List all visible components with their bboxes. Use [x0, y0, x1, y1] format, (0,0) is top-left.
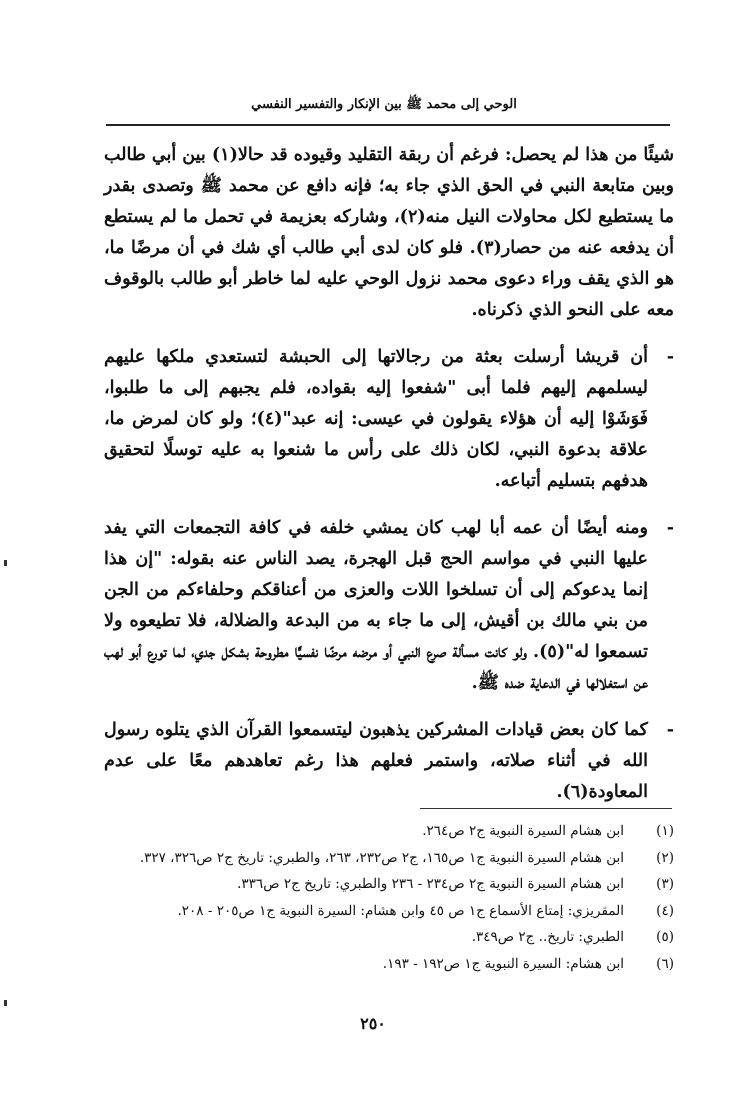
- scan-mark: [4, 1000, 7, 1006]
- footnote-6: [104, 951, 674, 978]
- footnote-text: الطبري: تاريخ.. ج٢ ص٣٤٩.: [471, 929, 624, 945]
- bullet-text-3: كما كان بعض قيادات المشركين يذهبون ليتسمعوا القرآن الذي يتلوه رسول الله في أثناء صلاته، واستمر فعلهم هذا رغم تعاهدهم معًا على عدم المعاودة(٦).: [104, 720, 648, 802]
- bullet-item-3: [104, 715, 674, 808]
- body-text: [104, 140, 674, 808]
- footnote-rule: [420, 808, 672, 809]
- footnote-text: ابن هشام السيرة النبوية ج١ ص١٦٥، ج٢ ص٢٣٢، ٢٦٣، والطبري: تاريخ ج٢ ص٣٢٦، ٣٢٧.: [139, 849, 624, 866]
- bullet-marker: -: [666, 347, 674, 367]
- footnotes: [104, 818, 674, 977]
- page-number: ٢٥٠: [360, 1014, 386, 1033]
- paragraph-1: شيئًا من هذا لم يحصل: فرغم أن ربقة التقليد وقيوده قد حالا(١) بين أبي طالب وبين متابعة النبي في الحق الذي جاء به؛ فإنه دافع عن محمد ﷺ وتصدى بقدر ما يستطيع لكل محاولات النيل منه(٢)، وشاركه بعزيمة في تحمل ما لم يستطع أن يدفعه عنه من حصار(٣). فلو كان لدى أبي طالب أي شك في أن مرضًا ما، هو الذي يقف وراء دعوى محمد نزول الوحي عليه لما خاطر أبو طالب بالوقوف معه على النحو الذي ذكرناه.: [104, 145, 674, 320]
- footnote-2: [104, 845, 674, 872]
- header-rule: [106, 124, 670, 126]
- bullet-item-1: [104, 342, 674, 497]
- footnote-text: ابن هشام السيرة النبوية ج٢ ص٢٦٤.: [422, 823, 624, 839]
- footnote-number: (٥): [656, 929, 674, 945]
- footnote-text: ابن هشام السيرة النبوية ج٢ ص٢٣٤ - ٢٣٦ والطبري: تاريخ ج٢ ص٣٣٦.: [237, 876, 624, 892]
- footnote-number: (٣): [656, 876, 674, 892]
- bullet-marker: -: [666, 720, 674, 740]
- scan-mark: [4, 560, 7, 566]
- footnote-text: ابن هشام: السيرة النبوية ج١ ص١٩٢ - ١٩٣.: [382, 955, 624, 972]
- bullet-item-2: [104, 513, 674, 699]
- footnote-number: (٤): [656, 902, 674, 919]
- footnote-4: [104, 898, 674, 925]
- bullet-text-1: أن قريشا أرسلت بعثة من رجالاتها إلى الحبشة لتستعدي ملكها عليهم ليسلمهم إليهم فلما أبى "شفعوا إليه بقواده، فلم يجبهم إلى ما طلبوا، فَوَشَوْا إليه أن هؤلاء يقولون في عيسى: إنه عبد"(٤)؛ ولو كان لمرض ما، علاقة بدعوة النبي، لكان ذلك على رأس ما شنعوا به عليه توسلًا لتحقيق هدفهم بتسليم أتباعه.: [104, 347, 648, 491]
- footnote-5: [104, 924, 674, 951]
- footnote-3: [104, 871, 674, 898]
- bullet-marker: -: [666, 518, 674, 538]
- footnote-number: (١): [656, 823, 674, 839]
- footnote-number: (٦): [656, 955, 674, 972]
- running-head: الوحي إلى محمد ﷺ بين الإنكار والتفسير النفسي: [251, 97, 517, 112]
- footnote-number: (٢): [656, 849, 674, 866]
- bullet-text-2: ومنه أيضًا أن عمه أبا لهب كان يمشي خلفه في كافة التجمعات التي يفد عليها النبي في مواسم الحج قبل الهجرة، يصد الناس عنه بقوله: "إن هذا إنما يدعوكم إلى أن تسلخوا اللات والعزى من أعناقكم وحلفاءكم من الجن من بني مالك بن أقيش، إلى ما جاء به من البدعة والضلالة، فلا تطيعوه ولا تسمعوا له"(٥). ولو كانت مسألة صرع النبي أو مرضه مرضًا نفسيًّا مطروحة بشكل جدي، لما تورع أبو لهب عن استغلالها في الدعاية ضده ﷺ.: [104, 518, 648, 693]
- footnote-1: [104, 818, 674, 845]
- footnote-text: المقريزي: إمتاع الأسماع ج١ ص ٤٥ وابن هشام: السيرة النبوية ج١ ص٢٠٥ - ٢٠٨.: [177, 902, 624, 919]
